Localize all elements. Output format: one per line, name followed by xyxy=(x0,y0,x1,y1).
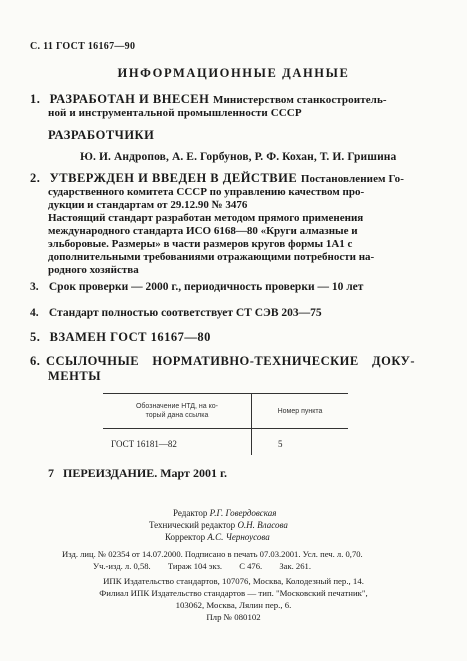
section-5-text: ВЗАМЕН ГОСТ 16167—80 xyxy=(49,330,211,344)
table-row xyxy=(103,429,348,456)
reference-table xyxy=(103,393,348,455)
table-header-item: Номер пункта xyxy=(252,394,349,429)
corrector-label: Корректор xyxy=(165,532,206,542)
section-2-text: Постановлением Го- xyxy=(300,173,404,185)
imprint-line-1: Изд. лиц. № 02354 от 14.07.2000. Подписано в печать 07.03.2001. Усл. печ. л. 0,70. xyxy=(62,549,363,559)
publisher-line-4: Плр № 080102 xyxy=(206,612,261,622)
section-3 xyxy=(30,281,363,293)
imprint-editor xyxy=(173,508,276,518)
publisher-line-1: ИПК Издательство стандартов, 107076, Москва, Колодезный пер., 14. xyxy=(103,576,364,586)
section-2-line: международного стандарта ИСО 6168—80 «Круги алмазные и xyxy=(48,225,358,237)
publisher-line-3: 103062, Москва, Лялин пер., 6. xyxy=(175,600,292,610)
document-title: ИНФОРМАЦИОННЫЕ ДАННЫЕ xyxy=(117,66,350,80)
imprint-line-2: Уч.-изд. л. 0,58. Тираж 104 экз. С 476. Зак. 261. xyxy=(93,561,311,571)
table-cell-document: ГОСТ 16181—82 xyxy=(103,429,252,456)
publisher-line-2: Филиал ИПК Издательство стандартов — тип. "Московский печатник", xyxy=(99,588,368,598)
section-2-line: Настоящий стандарт разработан методом прямого применения xyxy=(48,212,364,224)
section-3-text: Срок проверки — 2000 г., периодичность проверки — 10 лет xyxy=(48,281,364,293)
section-6 xyxy=(30,354,415,369)
page-header: С. 11 ГОСТ 16167—90 xyxy=(30,41,136,52)
section-5-number: 5. xyxy=(30,330,41,344)
section-1-number: 1. xyxy=(30,92,41,106)
section-3-number: 3. xyxy=(30,281,39,293)
section-2-body xyxy=(48,186,438,277)
reissue-line xyxy=(48,466,227,481)
developers-names: Ю. И. Андропов, А. Е. Горбунов, Р. Ф. Кохан, Т. И. Гришина xyxy=(80,151,397,163)
section-2-line: родного хозяйства xyxy=(48,264,139,276)
section-1 xyxy=(30,92,387,107)
table-header-document xyxy=(103,394,252,429)
tech-editor-name: О.Н. Власова xyxy=(237,520,288,530)
section-4 xyxy=(30,307,322,319)
section-5 xyxy=(30,330,211,345)
section-2-line: дополнительными требованиями отражающими потребности на- xyxy=(48,251,375,263)
imprint-tech-editor xyxy=(149,520,288,530)
section-6-heading-cont: МЕНТЫ xyxy=(48,369,101,383)
reissue-number: 7 xyxy=(48,466,54,480)
developers-heading: РАЗРАБОТЧИКИ xyxy=(48,128,155,142)
section-2-number: 2. xyxy=(30,171,41,185)
editor-label: Редактор xyxy=(173,508,208,518)
imprint-corrector xyxy=(165,532,270,542)
section-1-text: Министерством станкостроитель- xyxy=(213,94,387,106)
section-1-text-cont: ной и инструментальной промышленности СССР xyxy=(48,107,302,119)
section-2-heading: УТВЕРЖДЕН И ВВЕДЕН В ДЕЙСТВИЕ xyxy=(49,171,298,185)
table-cell-item: 5 xyxy=(278,439,283,449)
section-4-text: Стандарт полностью соответствует СТ СЭВ 203—75 xyxy=(48,307,322,319)
table-header-document-line1: Обозначение НТД, на ко- xyxy=(135,403,219,410)
corrector-name: А.С. Черноусова xyxy=(207,532,270,542)
reissue-text: ПЕРЕИЗДАНИЕ. Март 2001 г. xyxy=(63,466,228,480)
section-1-heading: РАЗРАБОТАН И ВНЕСЕН xyxy=(49,92,210,106)
section-2-line: дукции и стандартам от 29.12.90 № 3476 xyxy=(48,199,248,211)
section-6-number: 6. xyxy=(30,354,41,368)
section-2 xyxy=(30,171,404,186)
section-2-line: сударственного комитета СССР по управлению качеством про- xyxy=(48,186,365,198)
table-header-document-line2: торый дана ссылка xyxy=(145,412,209,419)
section-6-heading: ССЫЛОЧНЫЕ НОРМАТИВНО-ТЕХНИЧЕСКИЕ ДОКУ- xyxy=(46,354,415,368)
section-2-line: эльборовые. Размеры» в части размеров кругов формы 1А1 с xyxy=(48,238,353,250)
tech-editor-label: Технический редактор xyxy=(149,520,236,530)
section-4-number: 4. xyxy=(30,307,39,319)
editor-name: Р.Г. Говердовская xyxy=(209,508,277,518)
